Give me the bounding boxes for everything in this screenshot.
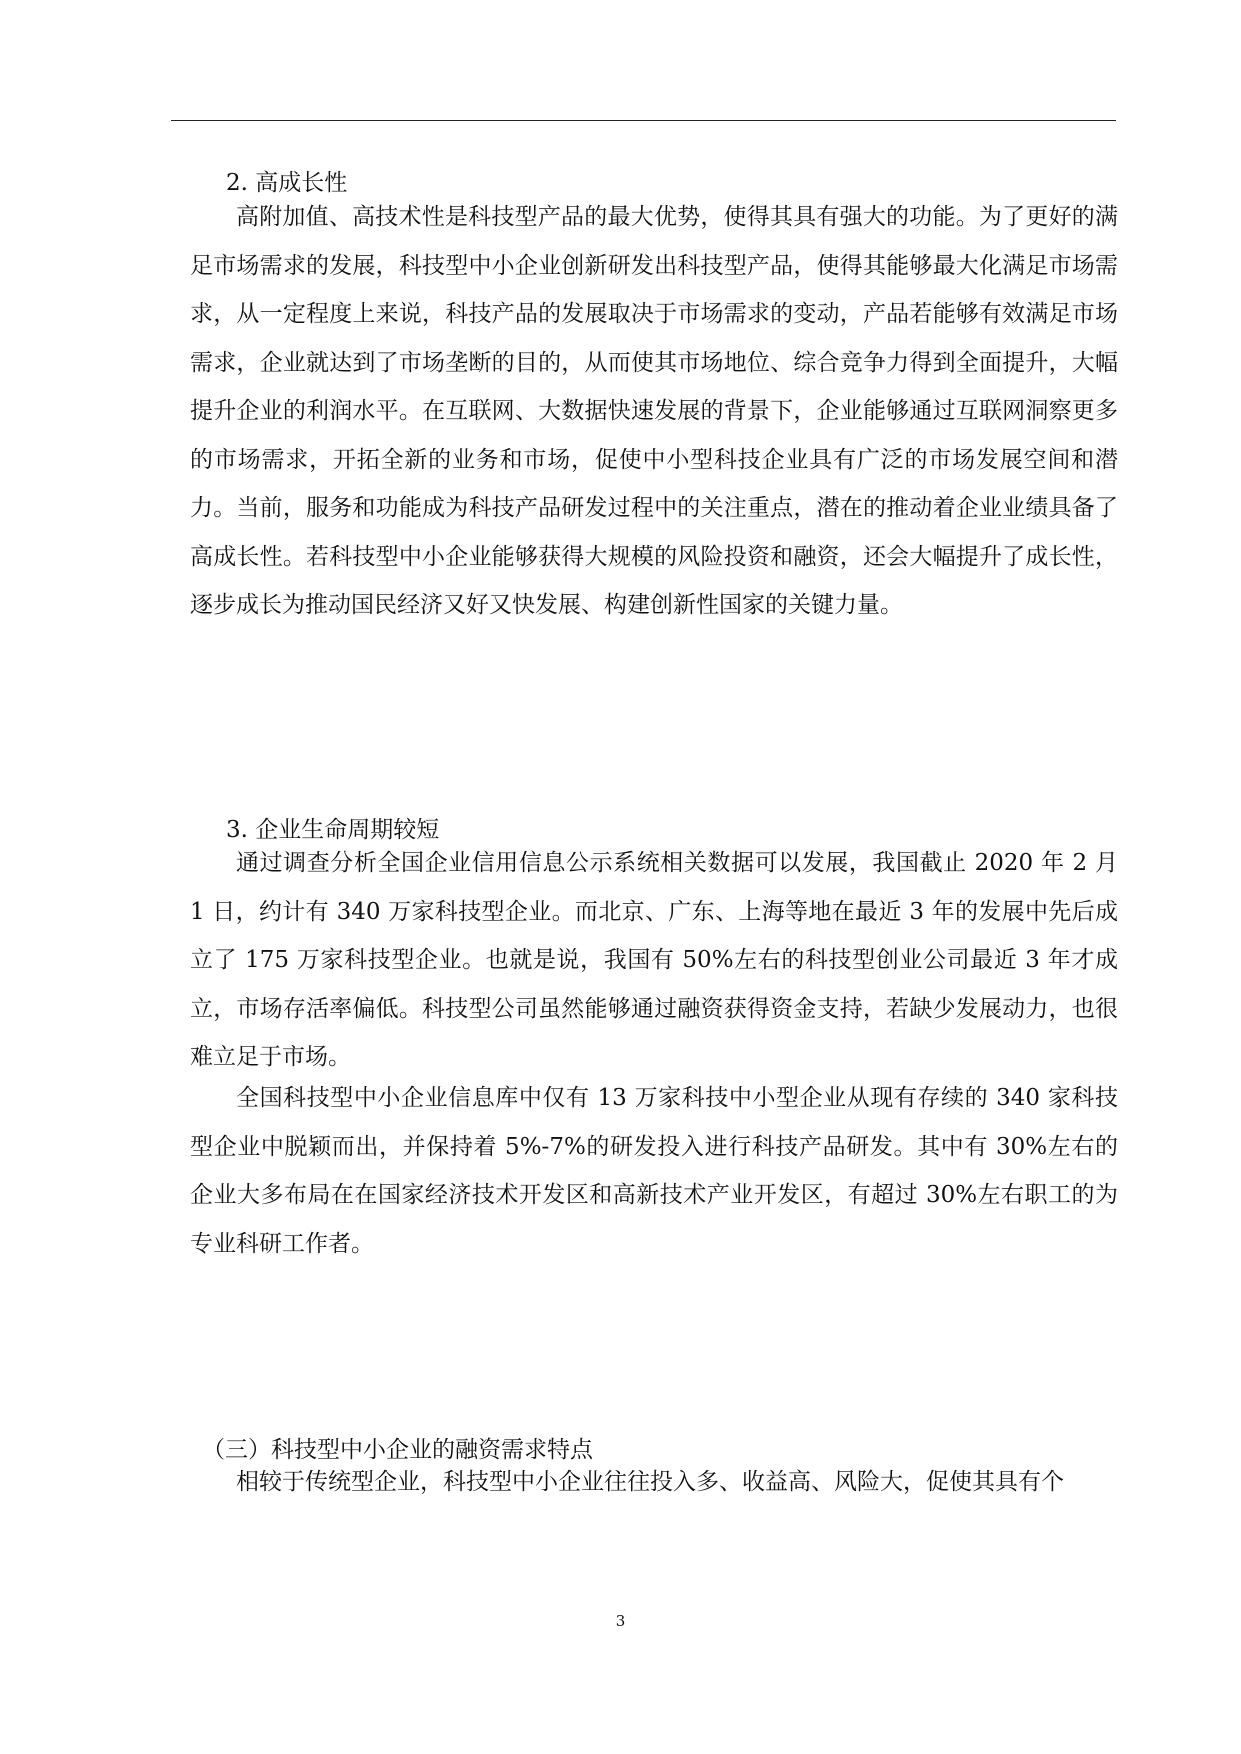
paragraph-rnd-investment: 全国科技型中小企业信息库中仅有 13 万家科技中小型企业从现有存续的 340 家科技型企业中脱颖而出，并保持着 5%-7%的研发投入进行科技产品研发。其中有 30%左右的企业大多布局在在国家经济技术开发区和高新技术产业开发区，有超过 30%左右职工的为专业科研工作者。 <box>190 1085 1118 1257</box>
paragraph <box>190 1074 1118 1268</box>
heading-financing-needs: （三）科技型中小企业的融资需求特点 <box>202 1437 593 1463</box>
header-rule <box>171 120 1116 121</box>
page-number: 3 <box>615 1612 626 1630</box>
paragraph-enterprise-stats: 通过调查分析全国企业信用信息公示系统相关数据可以发展，我国截止 2020 年 2 月 1 日，约计有 340 万家科技型企业。而北京、广东、上海等地在最近 3 年的发展中先后成立了 175 万家科技型企业。也就是说，我国有 50%左右的科技型创业公司最近 3 年才成立，市场存活率偏低。科技型公司虽然能够通过融资获得资金支持，若缺少发展动力，也很难立足于市场。 <box>190 850 1118 1070</box>
heading-high-growth: 2. 高成长性 <box>226 170 348 196</box>
heading-short-lifecycle: 3. 企业生命周期较短 <box>226 817 440 843</box>
paragraph-high-growth: 高附加值、高技术性是科技型产品的最大优势，使得其具有强大的功能。为了更好的满足市场需求的发展，科技型中小企业创新研发出科技型产品，使得其能够最大化满足市场需求，从一定程度上来说，科技产品的发展取决于市场需求的变动，产品若能够有效满足市场需求，企业就达到了市场垄断的目的，从而使其市场地位、综合竞争力得到全面提升，大幅提升企业的利润水平。在互联网、大数据快速发展的背景下，企业能够通过互联网洞察更多的市场需求，开拓全新的业务和市场，促使中小型科技企业具有广泛的市场发展空间和潜力。当前，服务和功能成为科技产品研发过程中的关注重点，潜在的推动着企业业绩具备了高成长性。若科技型中小企业能够获得大规模的风险投资和融资，还会大幅提升了成长性，逐步成长为推动国民经济又好又快发展、构建创新性国家的关键力量。 <box>190 204 1118 618</box>
paragraph-financing-intro: 相较于传统型企业，科技型中小企业往往投入多、收益高、风险大，促使其具有个 <box>236 1469 1064 1495</box>
paragraph <box>190 839 1118 1082</box>
paragraph <box>190 1458 1118 1507</box>
paragraph <box>190 193 1118 630</box>
